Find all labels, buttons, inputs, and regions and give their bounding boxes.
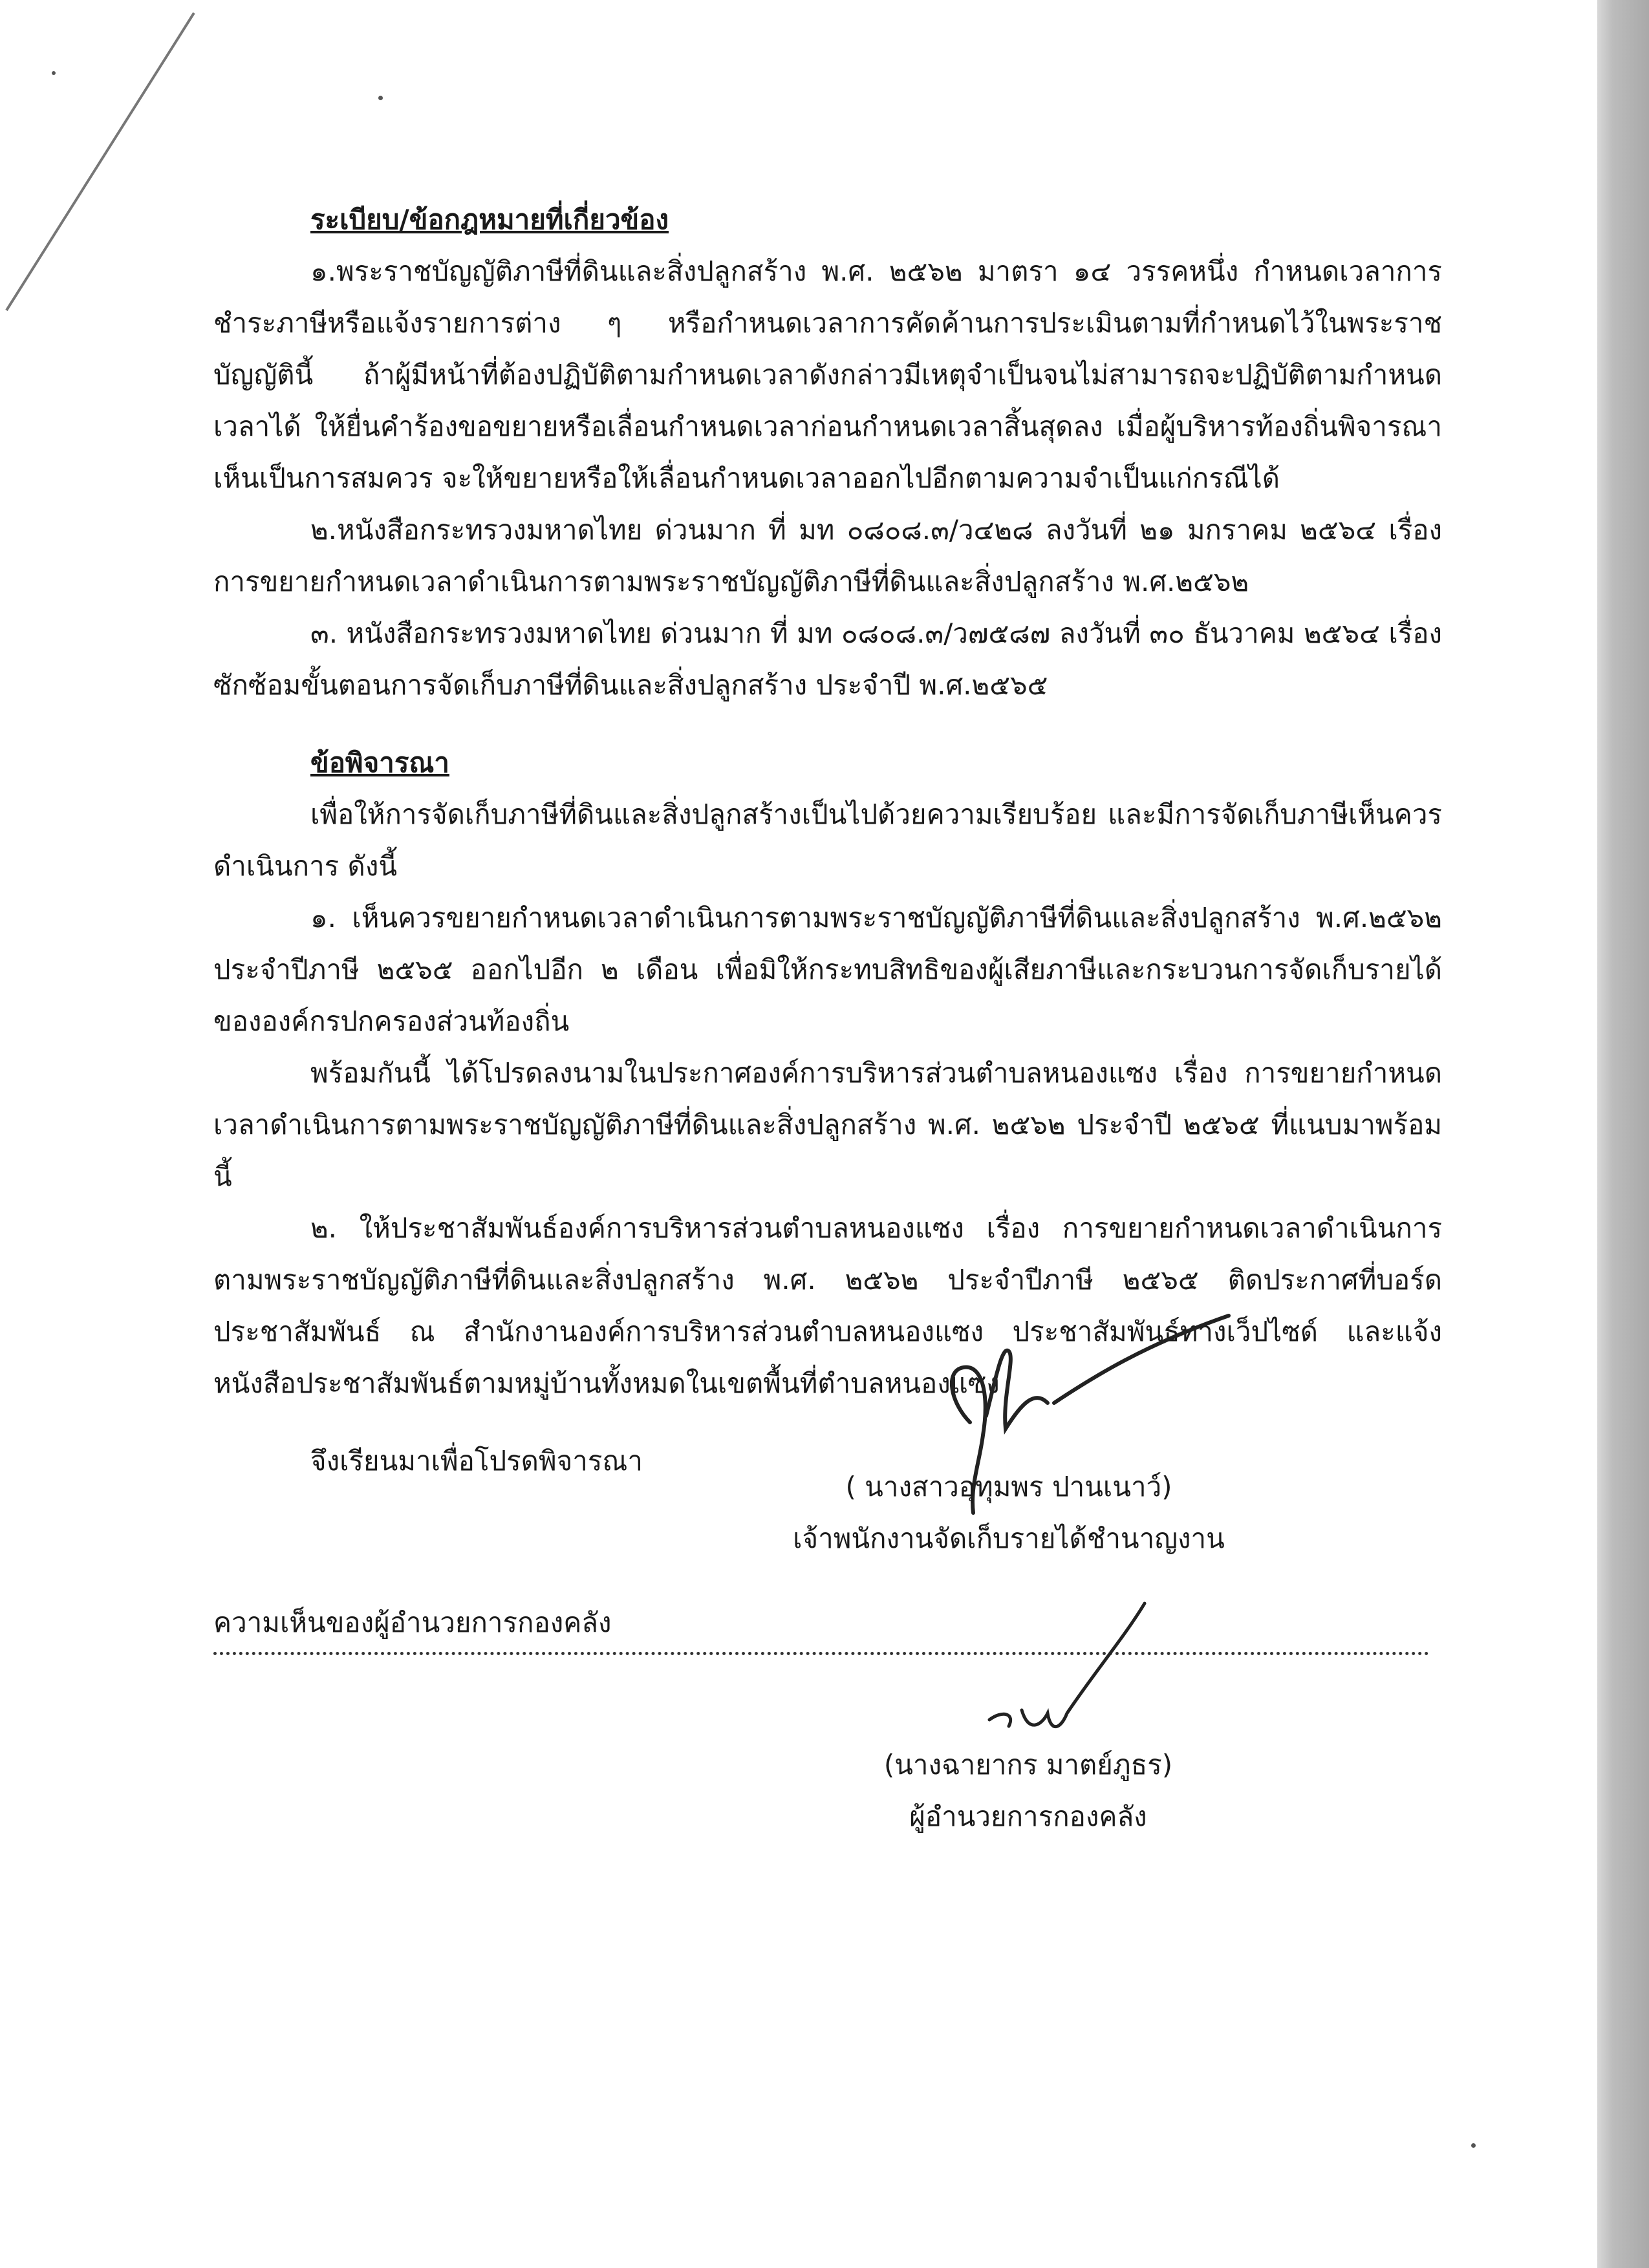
consideration-item: พร้อมกันนี้ ได้โปรดลงนามในประกาศองค์การบริหารส่วนตำบลหนองแซง เรื่อง การขยายกำหนดเวลาดำเนินการตามพระราชบัญญัติภาษีที่ดินและสิ่งปลูกสร้าง พ.ศ. ๒๕๖๒ ประจำปี ๒๕๖๕ ที่แนบมาพร้อมนี้ — [213, 1057, 1442, 1192]
scan-speck — [1471, 2143, 1476, 2148]
regulations-heading: ระเบียบ/ข้อกฎหมายที่เกี่ยวข้อง — [310, 204, 669, 235]
consideration-item: ๑. เห็นควรขยายกำหนดเวลาดำเนินการตามพระราชบัญญัติภาษีที่ดินและสิ่งปลูกสร้าง พ.ศ.๒๕๖๒ ประจำปีภาษี ๒๕๖๕ ออกไปอีก ๒ เดือน เพื่อมิให้กระทบสิทธิของผู้เสียภาษีและกระบวนการจัดเก็บรายได้ขององค์กรปกครองส่วนท้องถิ่น — [213, 902, 1442, 1037]
closing-line: จึงเรียนมาเพื่อโปรดพิจารณา — [310, 1445, 643, 1477]
scan-speck — [52, 71, 56, 75]
memo-body — [213, 194, 1442, 1487]
opinion-dotted-line — [213, 1652, 1429, 1655]
regulation-item: ๒.หนังสือกระทรวงมหาดไทย ด่วนมาก ที่ มท ๐๘๐๘.๓/ว๔๒๘ ลงวันที่ ๒๑ มกราคม ๒๕๖๔ เรื่อง การขยายกำหนดเวลาดำเนินการตามพระราชบัญญัติภาษีที่ดินและสิ่งปลูกสร้าง พ.ศ.๒๕๖๒ — [213, 514, 1443, 597]
opinion-label: ความเห็นของผู้อำนวยการกองคลัง — [213, 1607, 612, 1638]
signer-1-name: ( นางสาวอุทุมพร ปานเนาว์) — [845, 1471, 1172, 1503]
signer-1-block — [763, 1461, 1255, 1565]
signer-2-position: ผู้อำนวยการกองคลัง — [909, 1801, 1147, 1832]
consideration-heading: ข้อพิจารณา — [310, 747, 449, 778]
signer-1-position: เจ้าพนักงานจัดเก็บรายได้ชำนาญงาน — [793, 1523, 1225, 1554]
scan-edge-shadow — [1597, 0, 1649, 2268]
regulation-item: ๑.พระราชบัญญัติภาษีที่ดินและสิ่งปลูกสร้าง พ.ศ. ๒๕๖๒ มาตรา ๑๔ วรรคหนึ่ง กำหนดเวลาการชำระภาษีหรือแจ้งรายการต่าง ๆ หรือกำหนดเวลาการคัดค้านการประเมินตามที่กำหนดไว้ในพระราชบัญญัตินี้ ถ้าผู้มีหน้าที่ต้องปฏิบัติตามกำหนดเวลาดังกล่าวมีเหตุจำเป็นจนไม่สามารถจะปฏิบัติตามกำหนดเวลาได้ ให้ยื่นคำร้องขอขยายหรือเลื่อนกำหนดเวลาก่อนกำหนดเวลาสิ้นสุดลง เมื่อผู้บริหารท้องถิ่นพิจารณาเห็นเป็นการสมควร จะให้ขยายหรือให้เลื่อนกำหนดเวลาออกไปอีกตามความจำเป็นแก่กรณีได้ — [213, 255, 1442, 494]
consideration-item: ๒. ให้ประชาสัมพันธ์องค์การบริหารส่วนตำบลหนองแซง เรื่อง การขยายกำหนดเวลาดำเนินการตามพระราชบัญญัติภาษีที่ดินและสิ่งปลูกสร้าง พ.ศ. ๒๕๖๒ ประจำปีภาษี ๒๕๖๕ ติดประกาศที่บอร์ดประชาสัมพันธ์ ณ สำนักงานองค์การบริหารส่วนตำบลหนองแซง ประชาสัมพันธ์ทางเว็ปไซด์ และแจ้งหนังสือประชาสัมพันธ์ตามหมู่บ้านทั้งหมดในเขตพื้นที่ตำบลหนองแซง — [213, 1212, 1442, 1399]
signature-2-mark — [970, 1597, 1164, 1752]
signer-2-name: (นางฉายากร มาตย์ภูธร) — [883, 1749, 1173, 1781]
consideration-item: เพื่อให้การจัดเก็บภาษีที่ดินและสิ่งปลูกสร้างเป็นไปด้วยความเรียบร้อย และมีการจัดเก็บภาษีเห็นควรดำเนินการ ดังนี้ — [213, 798, 1442, 882]
regulation-item: ๓. หนังสือกระทรวงมหาดไทย ด่วนมาก ที่ มท ๐๘๐๘.๓/ว๗๕๘๗ ลงวันที่ ๓๐ ธันวาคม ๒๕๖๔ เรื่อง ซักซ้อมขั้นตอนการจัดเก็บภาษีที่ดินและสิ่งปลูกสร้าง ประจำปี พ.ศ.๒๕๖๕ — [213, 617, 1442, 701]
paper-fold-line — [0, 0, 213, 323]
scan-speck — [378, 96, 383, 100]
signer-2-block — [815, 1739, 1242, 1843]
